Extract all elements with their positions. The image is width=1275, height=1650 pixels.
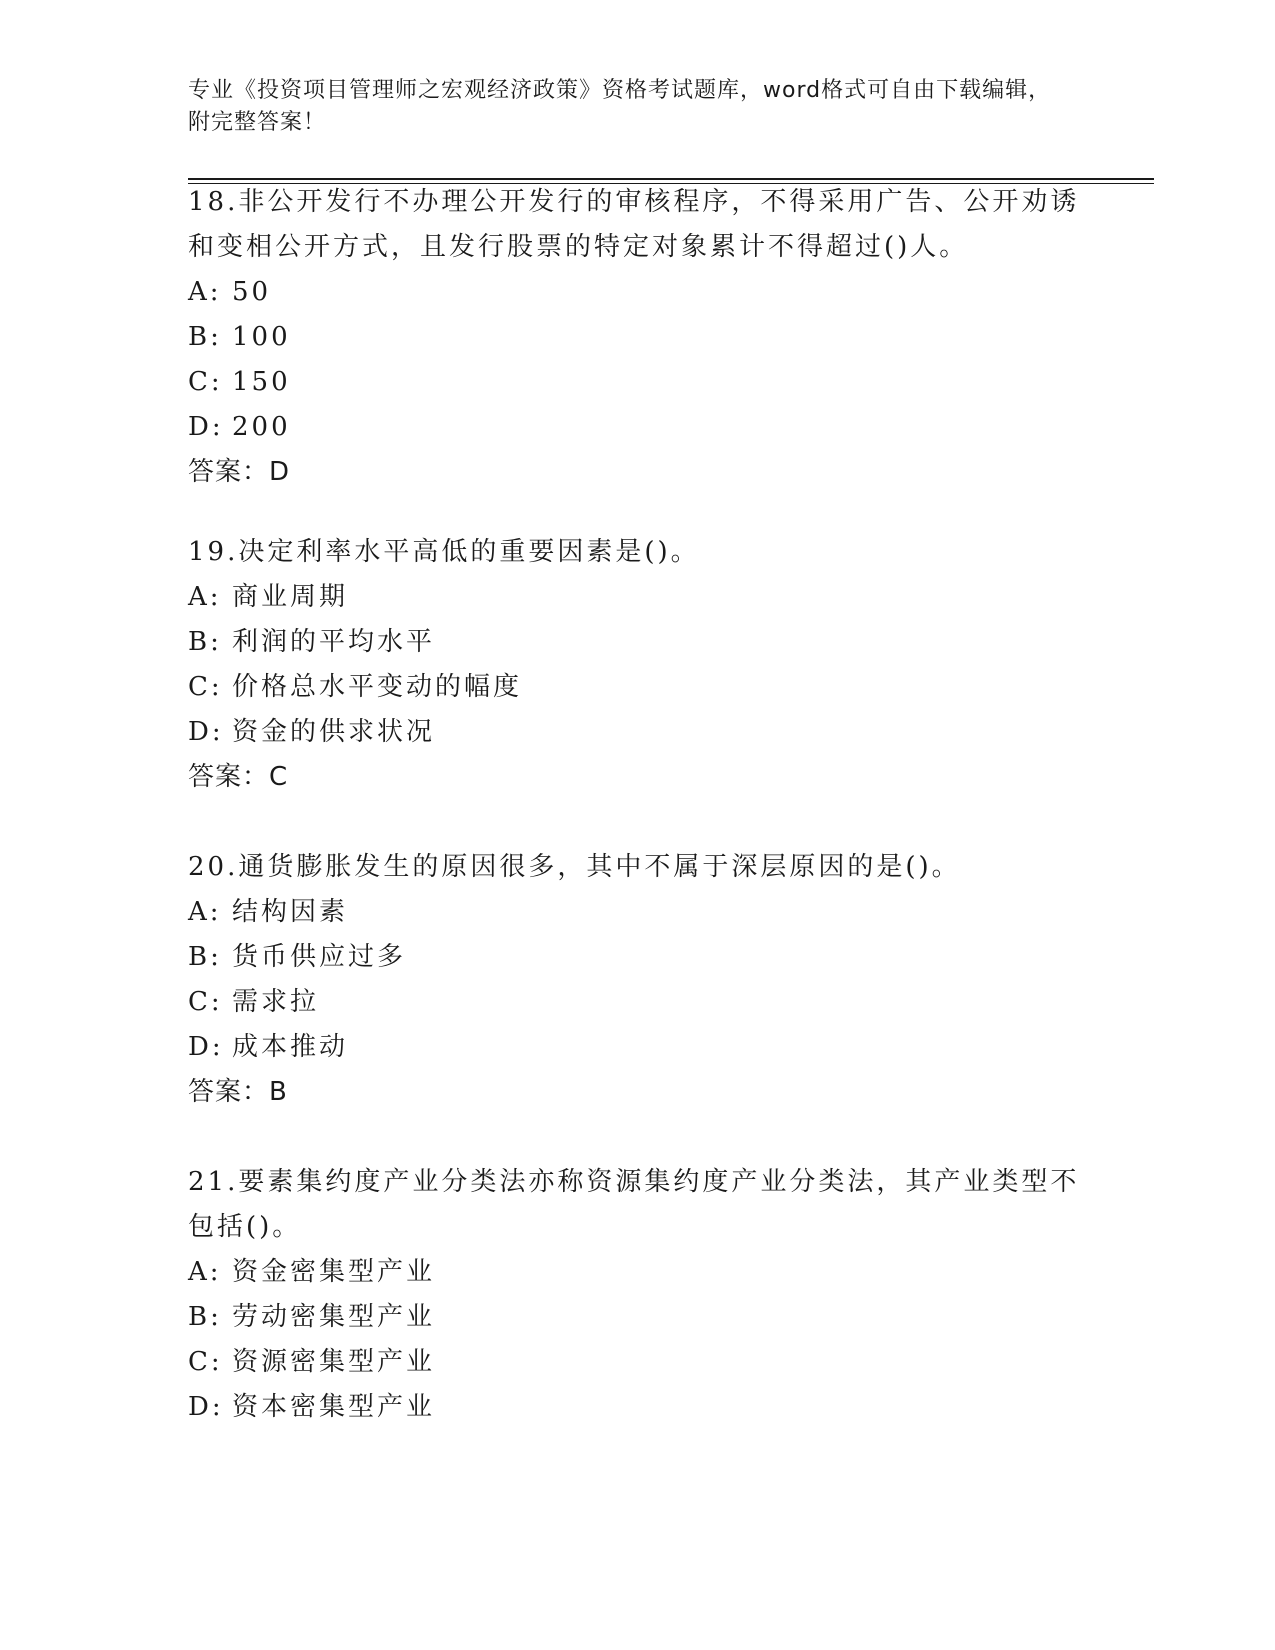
question-20 <box>188 845 1088 1115</box>
option-d <box>188 1385 1088 1430</box>
option-text: 150 <box>232 367 291 397</box>
question-stem: 21.要素集约度产业分类法亦称资源集约度产业分类法，其产业类型不包括()。 <box>188 1167 1080 1242</box>
option-a <box>188 575 1088 620</box>
question-19 <box>188 530 1088 800</box>
option-key: D: <box>188 1032 224 1062</box>
option-key: A: <box>188 582 222 612</box>
option-key: A: <box>188 1257 222 1287</box>
option-text: 劳动密集型产业 <box>232 1302 436 1332</box>
option-c <box>188 1340 1088 1385</box>
option-text: 商业周期 <box>232 582 349 612</box>
option-key: B: <box>188 942 222 972</box>
option-text: 100 <box>232 322 291 352</box>
option-a <box>188 1250 1088 1295</box>
option-a <box>188 270 1088 315</box>
answer-line: 答案：C <box>188 762 289 792</box>
option-a <box>188 890 1088 935</box>
option-text: 利润的平均水平 <box>232 627 436 657</box>
option-key: C: <box>188 987 223 1017</box>
option-text: 200 <box>232 412 291 442</box>
option-key: B: <box>188 1302 222 1332</box>
question-18 <box>188 180 1088 495</box>
option-text: 价格总水平变动的幅度 <box>232 672 523 702</box>
question-stem: 18.非公开发行不办理公开发行的审核程序，不得采用广告、公开劝诱和变相公开方式，且发行股票的特定对象累计不得超过()人。 <box>188 187 1080 262</box>
option-text: 50 <box>232 277 272 307</box>
option-b <box>188 935 1088 980</box>
option-key: D: <box>188 717 224 747</box>
option-text: 资金密集型产业 <box>232 1257 436 1287</box>
question-stem: 20.通货膨胀发生的原因很多，其中不属于深层原因的是()。 <box>188 852 961 882</box>
option-key: C: <box>188 1347 223 1377</box>
document-header: 专业《投资项目管理师之宏观经济政策》资格考试题库，word格式可自由下载编辑，附完整答案！ <box>188 78 1052 135</box>
option-key: D: <box>188 412 224 442</box>
question-stem: 19.决定利率水平高低的重要因素是()。 <box>188 537 700 567</box>
answer-line: 答案：D <box>188 457 291 487</box>
question-21 <box>188 1160 1088 1430</box>
option-b <box>188 1295 1088 1340</box>
option-d <box>188 710 1088 755</box>
option-key: B: <box>188 322 222 352</box>
option-c <box>188 980 1088 1025</box>
option-key: B: <box>188 627 222 657</box>
option-text: 成本推动 <box>232 1032 349 1062</box>
option-c <box>188 665 1088 710</box>
option-b <box>188 620 1088 665</box>
answer-line: 答案：B <box>188 1077 288 1107</box>
option-b <box>188 315 1088 360</box>
option-key: D: <box>188 1392 224 1422</box>
option-key: A: <box>188 897 222 927</box>
option-c <box>188 360 1088 405</box>
option-text: 资源密集型产业 <box>232 1347 436 1377</box>
option-text: 资金的供求状况 <box>232 717 436 747</box>
option-d <box>188 1025 1088 1070</box>
option-text: 需求拉 <box>232 987 320 1017</box>
option-key: C: <box>188 367 223 397</box>
option-key: C: <box>188 672 223 702</box>
option-key: A: <box>188 277 222 307</box>
option-text: 货币供应过多 <box>232 942 407 972</box>
option-text: 资本密集型产业 <box>232 1392 436 1422</box>
option-d <box>188 405 1088 450</box>
option-text: 结构因素 <box>232 897 349 927</box>
